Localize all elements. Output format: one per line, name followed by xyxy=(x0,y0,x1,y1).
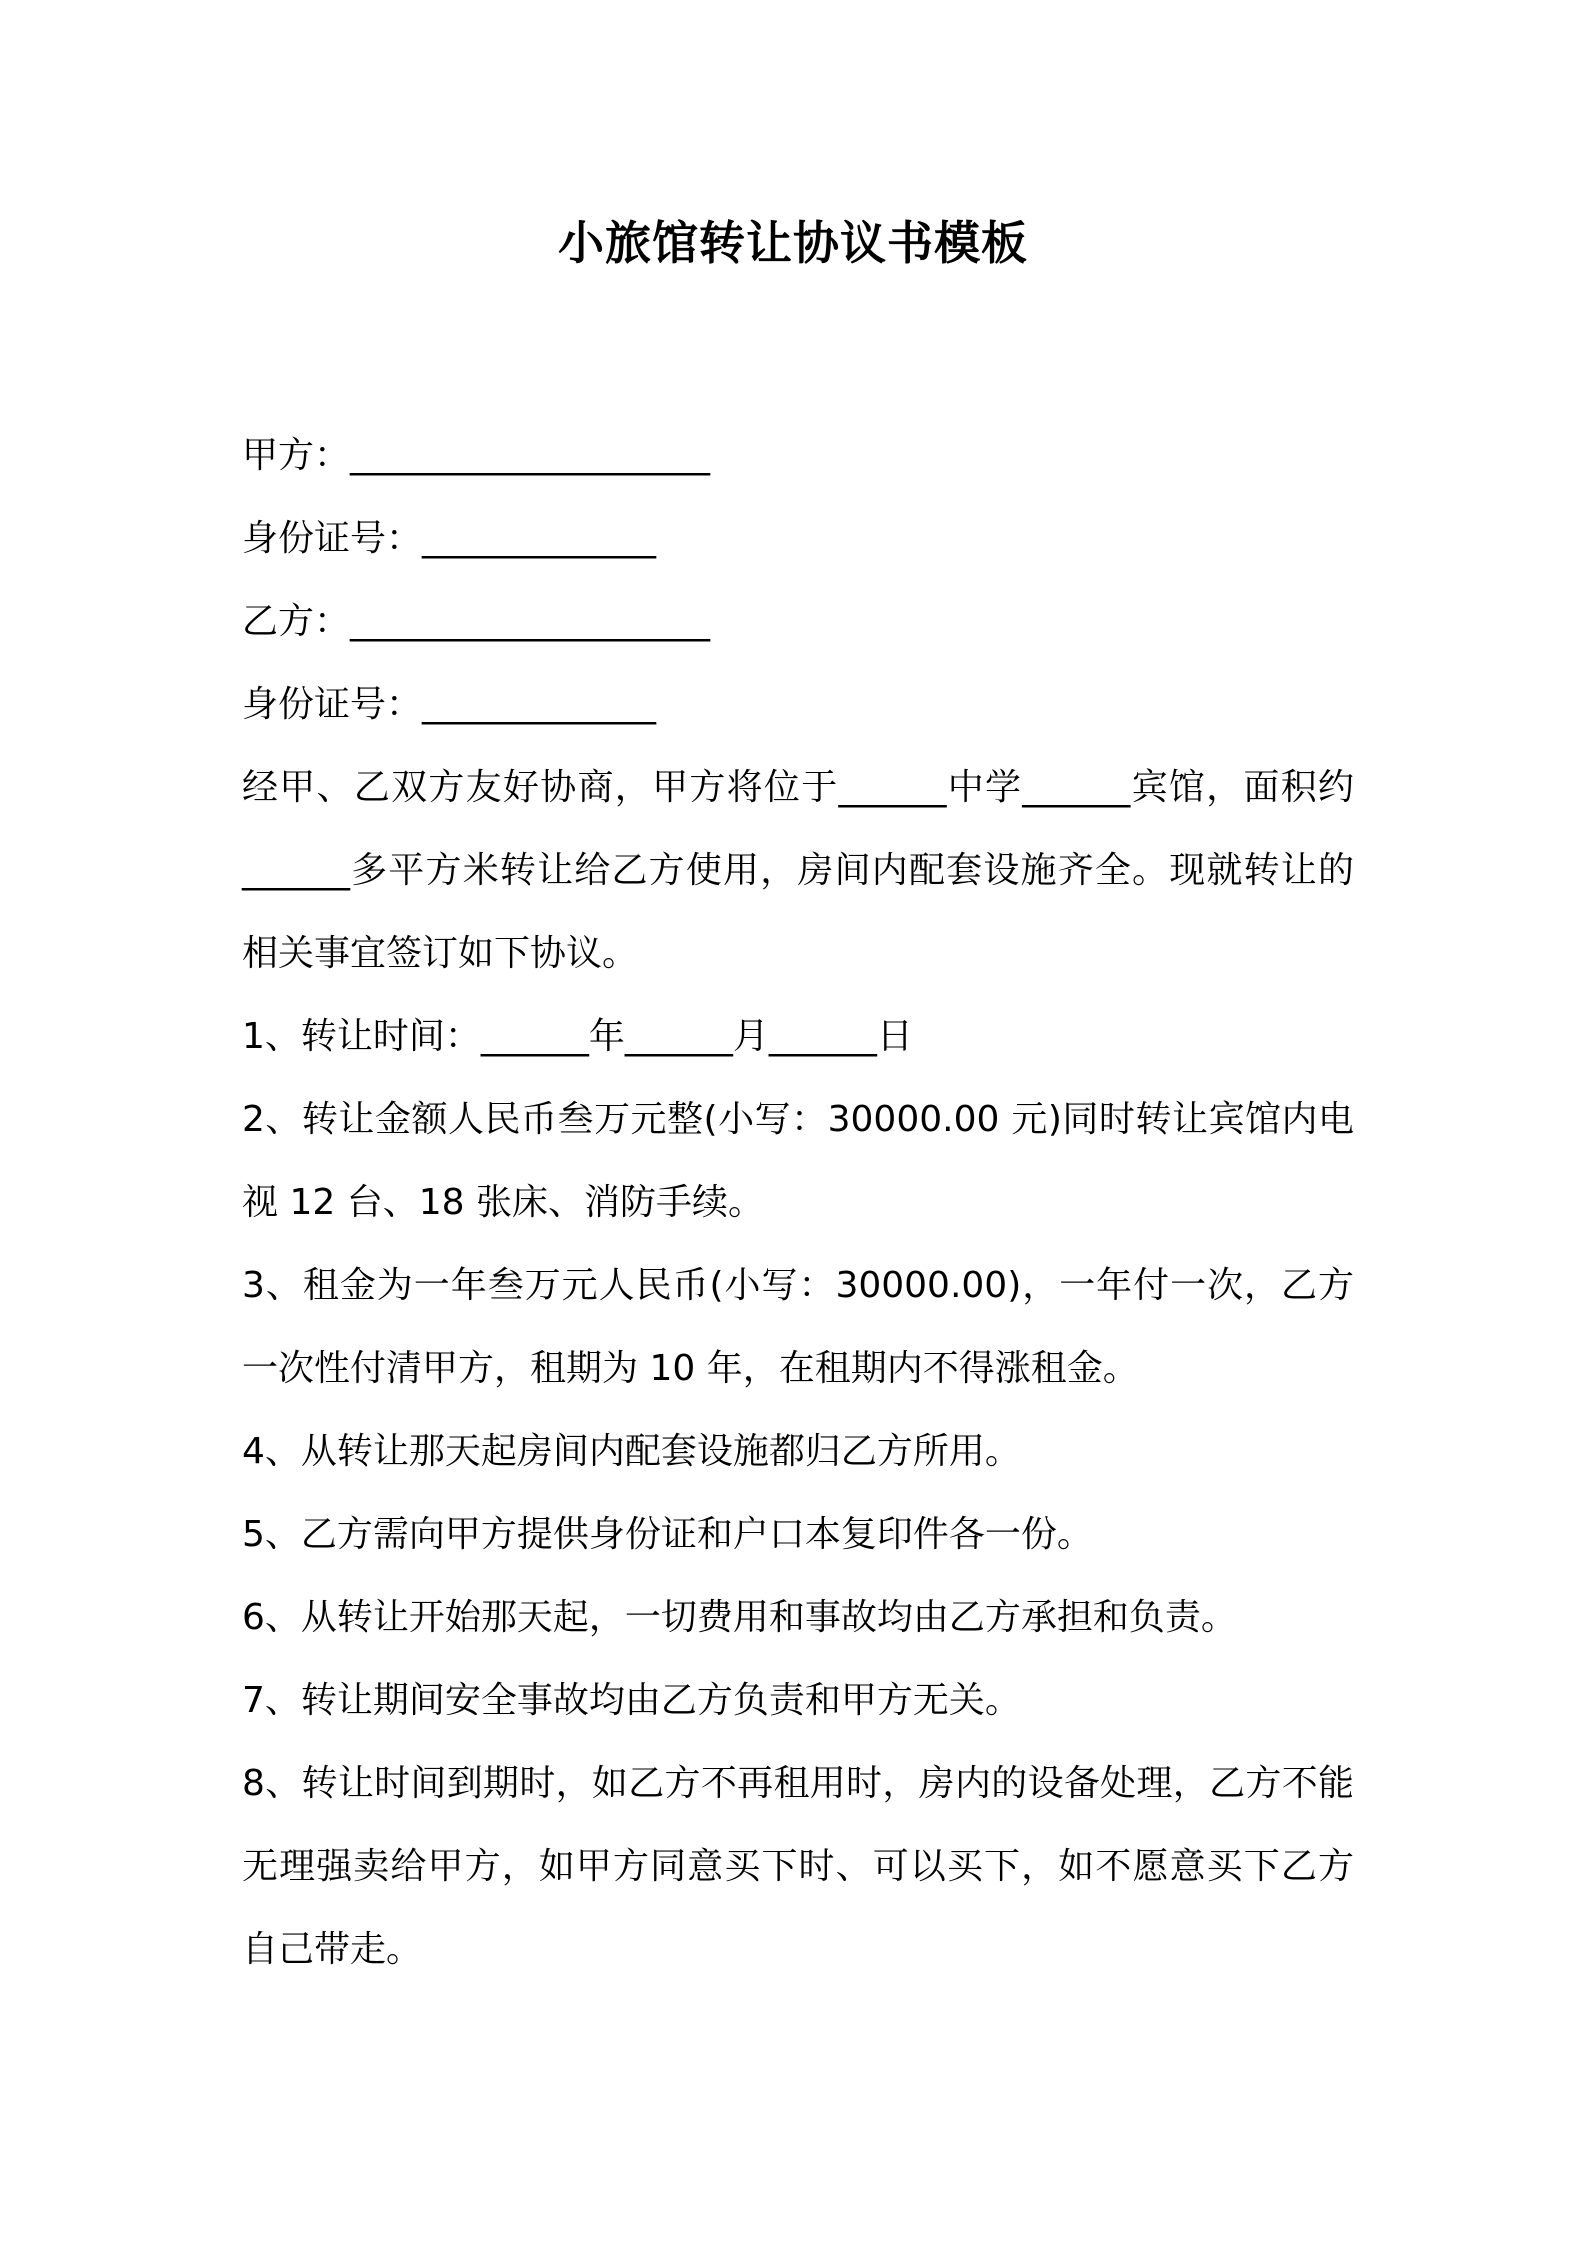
party-b-line: 乙方：____________________ xyxy=(242,601,711,642)
clause-6: 6、从转让开始那天起，一切费用和事故均由乙方承担和负责。 xyxy=(242,1597,1237,1638)
intro-paragraph: 经甲、乙双方友好协商，甲方将位于______中学______宾馆，面积约______多平方米转让给乙方使用，房间内配套设施齐全。现就转让的相关事宜签订如下协议。 xyxy=(242,767,1354,974)
clause-5: 5、乙方需向甲方提供身份证和户口本复印件各一份。 xyxy=(242,1514,1093,1555)
party-a-id-line: 身份证号：_____________ xyxy=(242,518,657,559)
party-a-line: 甲方：____________________ xyxy=(242,435,711,476)
clause-8: 8、转让时间到期时，如乙方不再租用时，房内的设备处理，乙方不能无理强卖给甲方，如甲方同意买下时、可以买下，如不愿意买下乙方自己带走。 xyxy=(242,1763,1354,1970)
document-body xyxy=(242,414,1354,1991)
clause-7: 7、转让期间安全事故均由乙方负责和甲方无关。 xyxy=(242,1680,1021,1721)
clause-1: 1、转让时间：______年______月______日 xyxy=(242,1016,913,1057)
clause-2: 2、转让金额人民币叁万元整(小写：30000.00 元)同时转让宾馆内电视 12 台、18 张床、消防手续。 xyxy=(242,1099,1354,1223)
party-b-id-line: 身份证号：_____________ xyxy=(242,684,657,725)
clause-3: 3、租金为一年叁万元人民币(小写：30000.00)，一年付一次，乙方一次性付清甲方，租期为 10 年，在租期内不得涨租金。 xyxy=(242,1265,1354,1389)
document-title: 小旅馆转让协议书模板 xyxy=(558,216,1028,270)
clause-4: 4、从转让那天起房间内配套设施都归乙方所用。 xyxy=(242,1431,1021,1472)
